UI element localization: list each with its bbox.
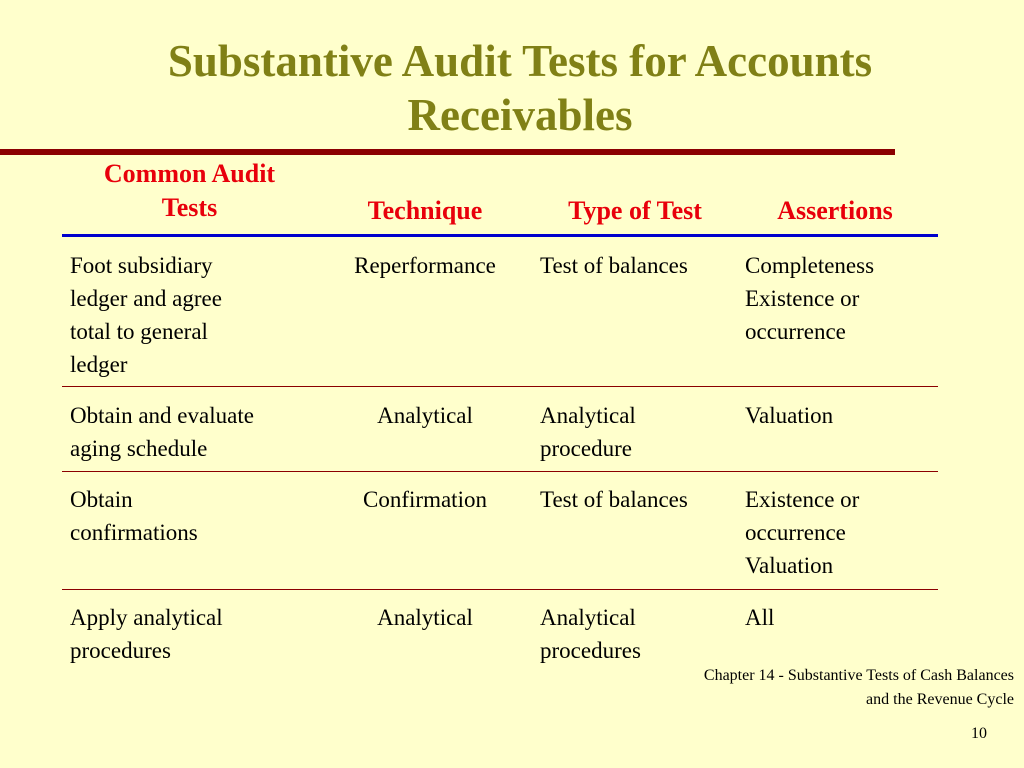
cell-line: Analytical: [540, 605, 636, 630]
cell-technique: Confirmation: [363, 487, 487, 512]
row-divider: [62, 471, 938, 472]
cell-line: Completeness: [745, 253, 875, 278]
cell-line: Foot subsidiary: [70, 253, 213, 278]
cell-line: Existence or: [745, 487, 860, 512]
cell-type-of-test: [540, 601, 735, 667]
row-divider: [62, 386, 938, 387]
cell-line: procedure: [540, 436, 632, 461]
slide-title-line-1: Substantive Audit Tests for Accounts: [167, 36, 873, 86]
cell-line: Valuation: [745, 553, 834, 578]
cell-line: Existence or: [745, 286, 860, 311]
cell-audit-test: [70, 249, 320, 381]
cell-technique: Analytical: [377, 403, 473, 428]
cell-assertions: [745, 483, 940, 582]
header-common-audit-tests-line-1: Common Audit: [103, 159, 276, 188]
cell-audit-test: [70, 601, 320, 667]
header-common-audit-tests: [62, 157, 317, 225]
header-technique: Technique: [367, 196, 483, 225]
slide-title-line-2: Receivables: [407, 90, 633, 140]
cell-type-of-test: [540, 249, 735, 282]
cell-line: Test of balances: [540, 253, 688, 278]
title-divider: [0, 149, 895, 155]
cell-audit-test: [70, 399, 320, 465]
page-number: 10: [971, 725, 987, 742]
cell-line: procedures: [540, 638, 641, 663]
cell-line: aging schedule: [70, 436, 208, 461]
cell-type-of-test: [540, 483, 735, 516]
cell-audit-test: [70, 483, 320, 549]
cell-assertions: [745, 399, 940, 432]
cell-line: Analytical: [540, 403, 636, 428]
header-assertions: Assertions: [777, 196, 893, 225]
header-common-audit-tests-line-2: Tests: [161, 193, 218, 222]
cell-line: Test of balances: [540, 487, 688, 512]
cell-line: occurrence: [745, 319, 846, 344]
cell-line: Valuation: [745, 403, 834, 428]
slide-footer: [704, 664, 1014, 712]
cell-line: Apply analytical: [70, 605, 223, 630]
footer-line-2: and the Revenue Cycle: [866, 691, 1014, 708]
cell-line: All: [745, 605, 775, 630]
cell-line: confirmations: [70, 520, 198, 545]
cell-line: procedures: [70, 638, 171, 663]
cell-line: Obtain and evaluate: [70, 403, 254, 428]
row-divider: [62, 589, 938, 590]
cell-line: total to general: [70, 319, 208, 344]
header-type-of-test: Type of Test: [568, 196, 702, 225]
header-divider: [62, 234, 938, 237]
cell-technique: Reperformance: [354, 253, 496, 278]
cell-line: ledger and agree: [70, 286, 222, 311]
cell-assertions: [745, 249, 940, 348]
cell-line: Obtain: [70, 487, 133, 512]
cell-type-of-test: [540, 399, 735, 465]
cell-line: ledger: [70, 352, 128, 377]
slide-title: [60, 34, 980, 142]
cell-line: occurrence: [745, 520, 846, 545]
footer-line-1: Chapter 14 - Substantive Tests of Cash Balances: [703, 667, 1014, 684]
cell-assertions: [745, 601, 940, 634]
cell-technique: Analytical: [377, 605, 473, 630]
